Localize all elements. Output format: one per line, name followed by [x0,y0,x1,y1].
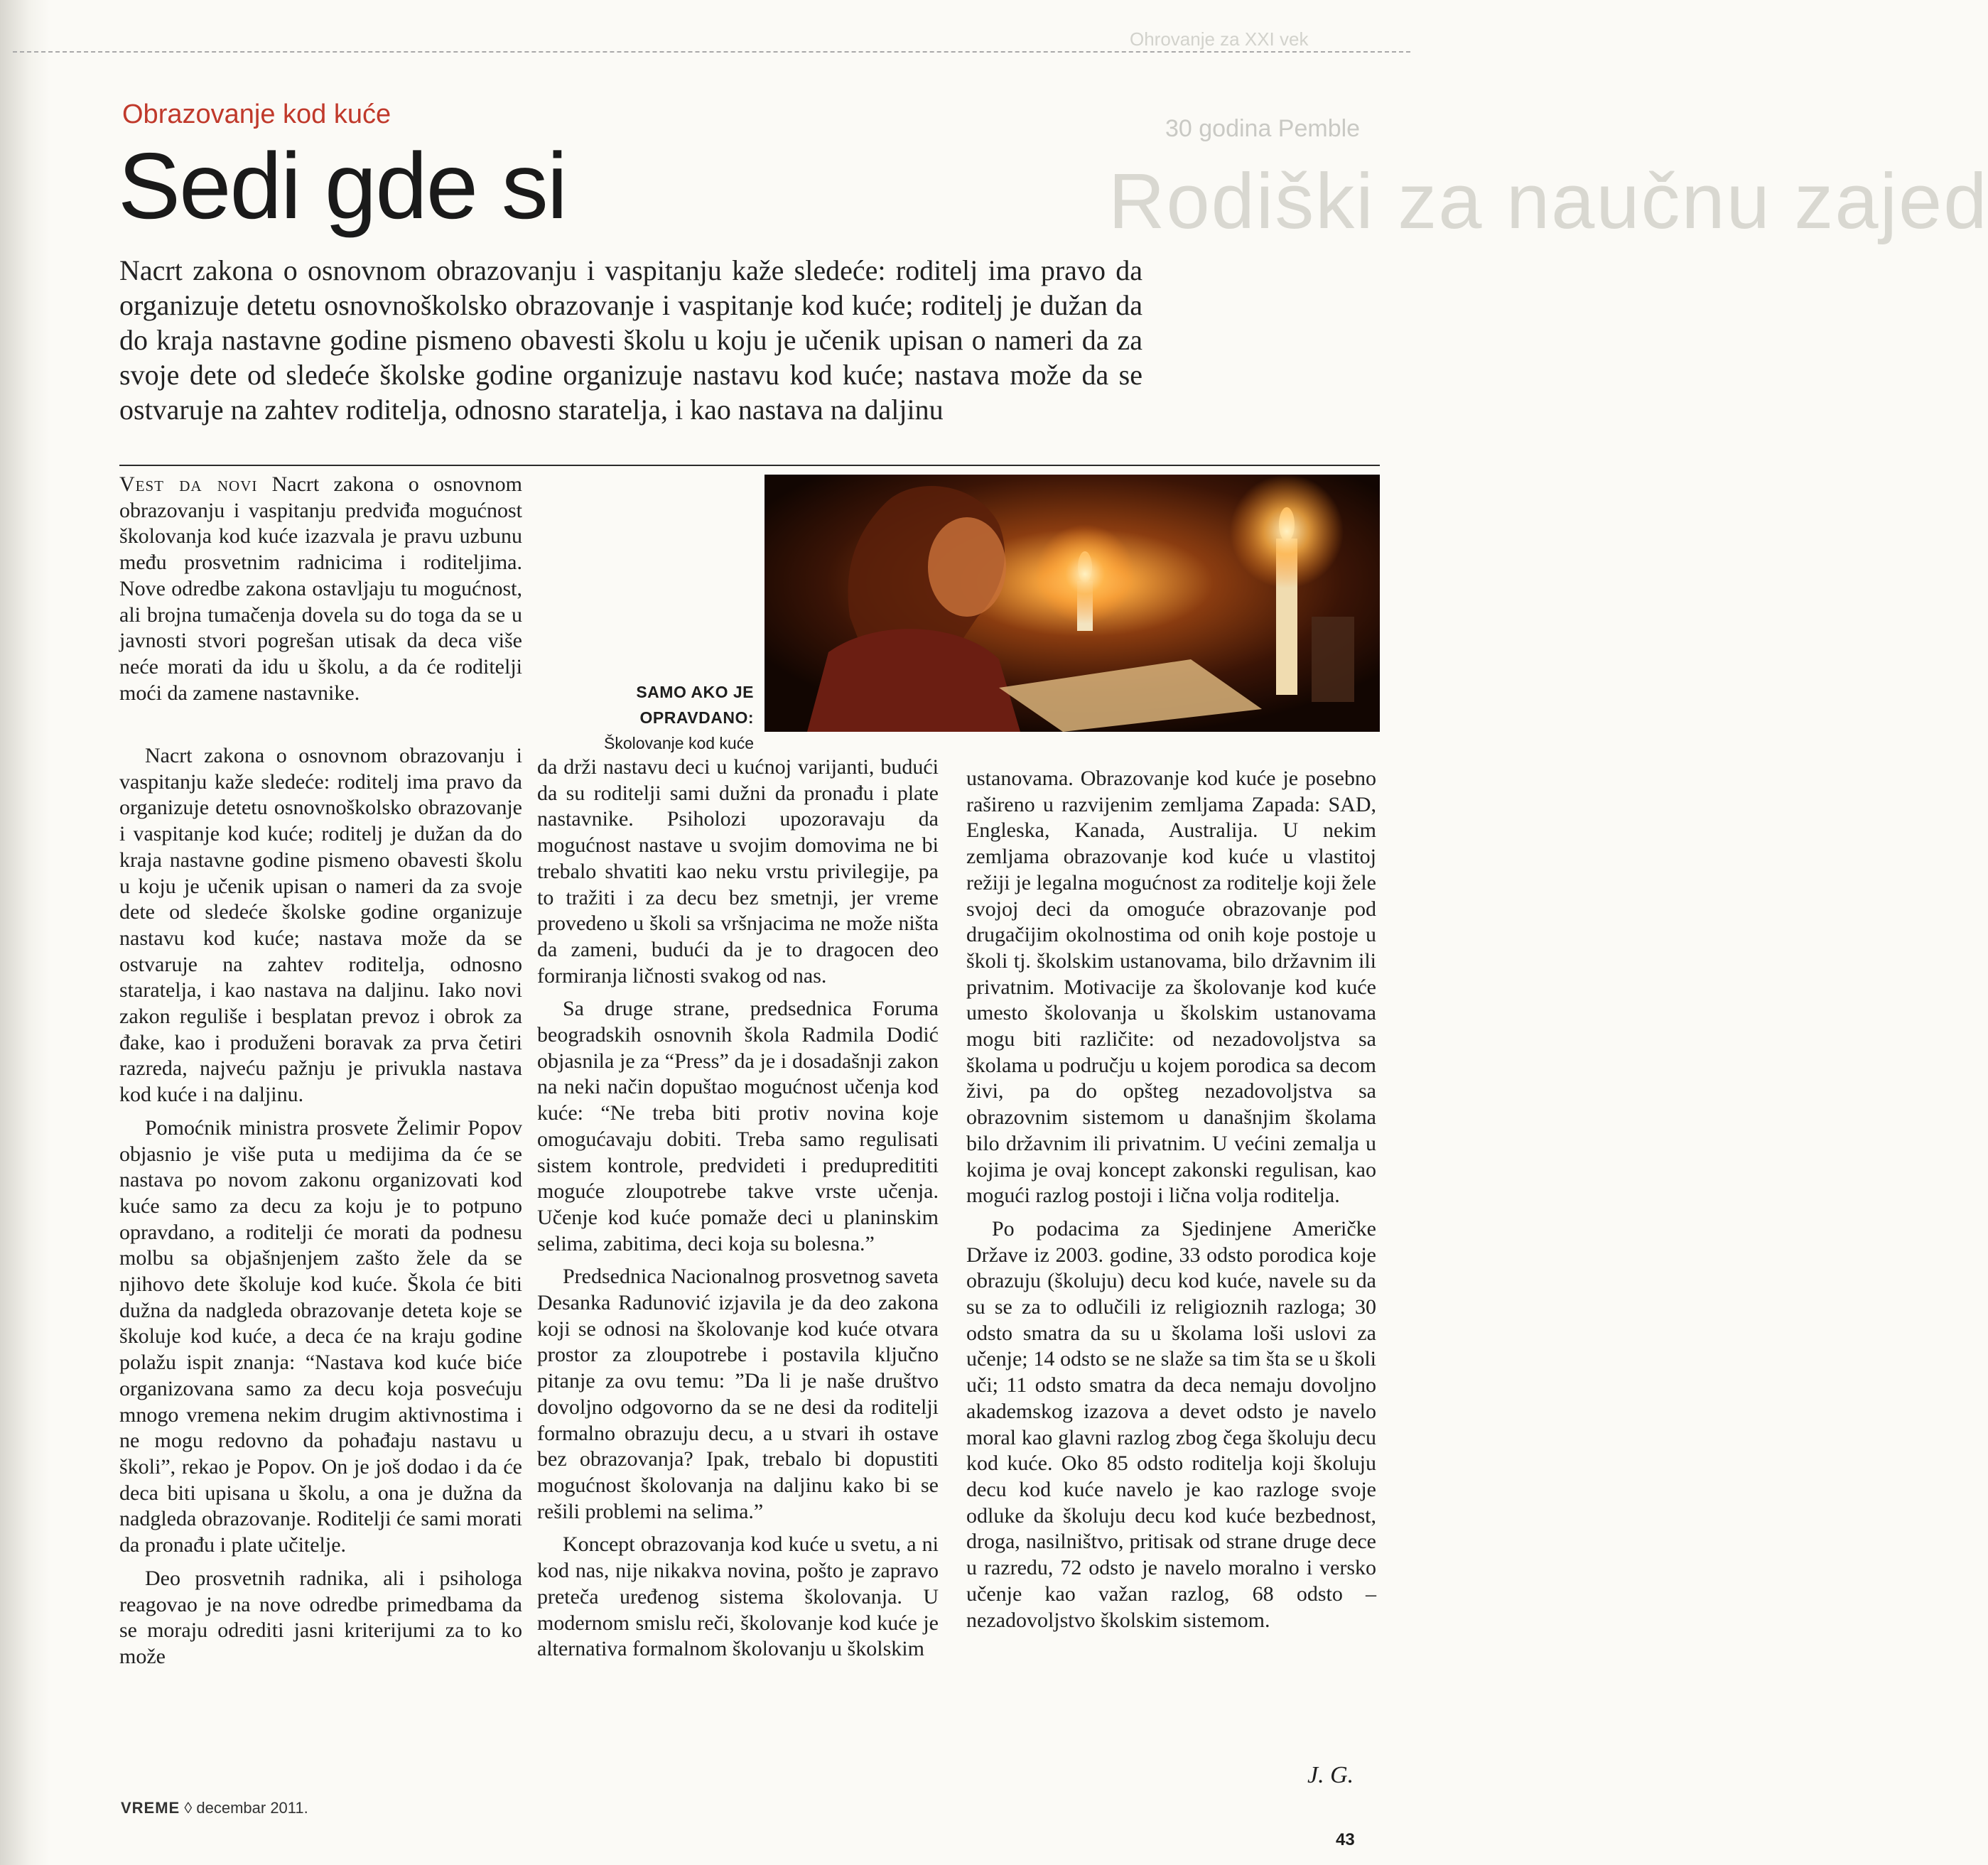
paragraph-lead-in: Vest da novi [119,472,258,496]
photo-girl-face-shape [928,517,1006,617]
article-column-3 [966,766,1376,1633]
photo-caption-text: Školovanje kod kuće [604,734,754,752]
article-paragraph-1 [119,472,522,706]
photo-pencil-cup [1312,617,1354,702]
article-paragraph-8: Po podacima za Sjedinjene Američke Države iz 2003. godine, 33 odsto porodica koje obrazuju (školuju) decu kod kuće, navele su da su se za to odlučili iz religioznih razloga; 30 odsto smatra da su u školama loši uslovi za učenje; 14 odsto se ne slaže sa tim šta se u školi uči; 11 odsto smatra da deca nemaju dovoljno akademskog izazova a devet odsto je navelo moral kao glavni razlog zbog čega školuju decu kod kuće. Oko 85 odsto roditelja koji školuju decu kod kuće navelo je kao razloge svoje odluke da školuju decu kod kuće bezbednost, droga, nasilništvo, pritisak od strane druge dece u razredu, 72 odsto je navelo moralno i versko učenje kao važan razlog, 68 odsto – nezadovoljstvo školskim sistemom. [966,1216,1376,1632]
bleed-through-text-top: Ohrovanje za XXI vek [1130,28,1309,50]
section-kicker: Obrazovanje kod kuće [122,99,391,129]
article-paragraph-4-cont: da drži nastavu deci u kućnoj varijanti, budući da su roditelji sami dužni da pronađu i plate nastavnike. Psiholozi upozoravaju da mogućnost nastave u svojim domovima ne bi trebalo shvatiti kao neku vrstu privilegije, pa to tražiti i za decu bez smetnji, jer vreme provedeno u školi sa vršnjacima ne može ništa da zameni, budući da je to dragocen deo formiranja ličnosti svakog od nas. [537,755,939,988]
footer-separator: ◊ [184,1799,193,1817]
page-number: 43 [1336,1830,1355,1849]
article-paragraph-7-start: Koncept obrazovanja kod kuće u svetu, a ni kod nas, nije nikakva novina, pošto je zapravo preteča uređenog sistema školovanja. U modernom smislu reči, školovanje kod kuće je alternativa formalnom školovanju u školskim [537,1532,939,1661]
bleed-through-text-big: Rodiški za naučnu zajed [1108,158,1988,245]
page-footer [121,1799,308,1817]
article-paragraph-6: Predsednica Nacionalnog prosvetnog saveta Desanka Radunović izjavila je da deo zakona koji se odnosi na školovanje kod kuće otvara prostor za zloupotrebe i postavila ključno pitanje za ovu temu: ”Da li je naše društvo dovoljno odgovorno da se ne desi da roditelji formalno obrazuju decu, a u stvari ih ostave bez obrazovanja? Ipak, trebalo bi dopustiti mogućnost školovanja na daljinu kako bi se rešili problemi na selima.” [537,1265,939,1523]
article-photo-candlelight-study [765,475,1380,732]
bleed-through-text-mid: 30 godina Pemble [1165,115,1361,142]
lead-divider-rule [119,465,1380,466]
article-paragraph-7-cont: ustanovama. Obrazovanje kod kuće je posebno rašireno u razvijenim zemljama Zapada: SAD, Engleska, Kanada, Australija. U nekim zemljama obrazovanje kod kuće u vlastitoj režiji je legalna mogućnost za roditelje koji žele svojoj deci da omoguće obrazovanje pod drugačijim okolnostima od onih koje postoje u školi tj. školskim ustanovama, bilo državnim ili privatnim. Motivacije za školovanje kod kuće umesto školovanja u školskim ustanovama mogu biti različite: od nezadovoljstva sa školama u području u kojem porodica sa decom živi, pa do opšteg nezadovoljstva sa obrazovnim sistemom u današnjim školama bilo državnim ili privatnim. U većini zemalja u kojima je ovaj koncept zakonski regulisan, kao mogući razlog postoji i lična volja roditelja. [966,767,1376,1208]
magazine-name: VREME [121,1799,180,1817]
article-headline: Sedi gde si [118,134,567,238]
article-paragraph-5: Sa druge strane, predsednica Foruma beogradskih osnovnih škola Radmila Dodić objasnila je za “Press” da je i dosadašnji zakon na neki način dopuštao mogućnost učenja kod kuće: “Ne treba biti protiv novina koje omogućavaju dobiti. Treba samo regulisati sistem kontrole, predvideti i predupredititi moguće zloupotrebe takve vrste učenja. Učenje kod kuće pomaže deci u planinskim selima, zabitima, deci koja su bolesna.” [537,997,939,1255]
page-binding-shadow [0,0,50,1865]
photo-caption-head: SAMO AKO JE OPRAVDANO: [636,683,754,727]
article-paragraph-2: Nacrt zakona o osnovnom obrazovanju i vaspitanju kaže sledeće: roditelj ima pravo da organizuje detetu osnovnoškolsko obrazovanje i vaspitanje kod kuće; roditelj je dužan da do kraja nastavne godine pismeno obavesti školu u koju je učenik upisan o nameri da za svoje dete od sledeće školske godine organizuje nastavu kod kuće; nastava može da se ostvaruje na zahtev roditelja, odnosno staratelja, i kao nastava na daljinu. Iako novi zakon reguliše i besplatan prevoz i obrok za đake, kao i produženi boravak za prva četiri razreda, najveću pažnju je privukla nastava kod kuće i na daljinu. [119,744,522,1107]
article-column-1-top [119,472,522,706]
issue-date: decembar 2011. [196,1799,308,1817]
top-dashed-rule [13,51,1410,53]
article-paragraph-3: Pomoćnik ministra prosvete Želimir Popov objasnio je više puta u medijima da će se nastava po novom zakonu organizovati kod kuće samo za decu za koju je to potpuno opravdano, a roditelji će morati da podnesu molbu sa objašnjenjem zašto žele da se njihovo dete školuje kod kuće. Škola će biti dužna da nadgleda obrazovanje deteta koje se školuje kod kuće, a deca će na kraju godine polažu ispit znanja: “Nastava kod kuće biće organizovana samo za decu koja posvećuju mnogo vremena nekim drugim aktivnostima i ne mogu redovno da pohađaju nastavu u školi”, rekao je Popov. On je još dodao i da će deca biti upisana u školu, a ona je dužna da nadgleda obrazovanje. Roditelji će sami morati da pronađu i plate učitelje. [119,1115,522,1557]
author-signature: J. G. [1307,1762,1354,1788]
paragraph-1-text: Nacrt zakona o osnovnom obrazovanju i vaspitanju predviđa mogućnost školovanja kod kuće izazvala je pravu uzbunu među prosvetnim radnicima i roditeljima. Nove odredbe zakona ostavljaju tu mogućnost, ali brojna tumačenja dovela su do toga da se u javnosti stvori pogrešan utisak da deca više neće morati da idu u školu, a da će roditelji moći da zamene nastavnike. [119,472,522,705]
article-lead: Nacrt zakona o osnovnom obrazovanju i vaspitanju kaže sledeće: roditelj ima pravo da organizuje detetu osnovnoškolsko obrazovanje i vaspitanje kod kuće; roditelj je dužan da do kraja nastavne godine pismeno obavesti školu u koju je učenik upisan o nameri da za svoje dete od sledeće školske godine organizuje nastavu kod kuće; nastava može da se ostvaruje na zahtev roditelja, odnosno staratelja, i kao nastava na daljinu [119,254,1142,426]
photo-caption [551,679,754,756]
article-column-2 [537,755,939,1663]
photo-illustration [765,475,1380,732]
article-paragraph-4-start: Deo prosvetnih radnika, ali i psihologa reagovao je na nove odredbe primedbama da se moraju odrediti jasni kriterijumi za to ko može [119,1566,522,1668]
article-column-1 [119,743,522,1670]
